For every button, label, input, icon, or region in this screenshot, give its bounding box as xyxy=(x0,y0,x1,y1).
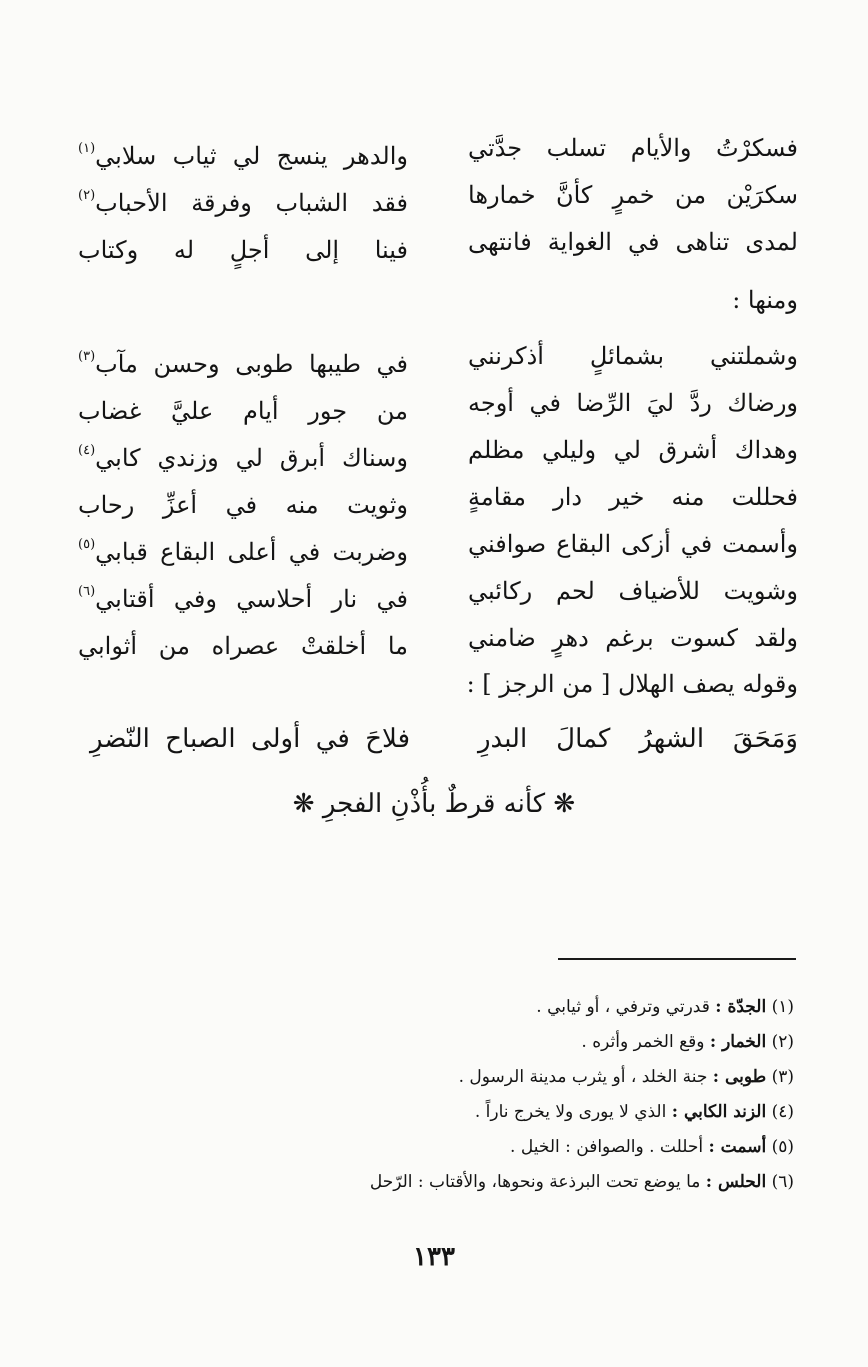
footnote-number: (١) xyxy=(771,997,794,1017)
verse-second-hemistich: في نار أحلاسي وفي أقتابي$^{(٦)}$ xyxy=(78,584,408,613)
verse-second-hemistich: فلاحَ في أولى الصباح النّضرِ xyxy=(90,724,410,754)
footnote-marker: (٢) xyxy=(78,188,96,203)
footnote-text: وقع الخمر وأثره . xyxy=(581,1032,705,1052)
footnote-term: الجدّة : xyxy=(715,997,767,1017)
footnote-number: (٣) xyxy=(771,1067,794,1087)
section-intro: وقوله يصف الهلال [ من الرجز ] : xyxy=(466,670,798,698)
footnote xyxy=(94,990,794,1025)
footnote xyxy=(94,1130,794,1165)
footnote-term: أسمت : xyxy=(708,1137,767,1157)
verse-second-hemistich: وسناك أبرق لي وزندي كابي$^{(٤)}$ xyxy=(78,443,408,472)
verse-first-hemistich: فحللت منه خير دار مقامةٍ xyxy=(468,483,798,511)
footnote-separator xyxy=(558,958,796,960)
section-intro: ومنها : xyxy=(732,286,798,314)
verse-first-hemistich: وَمَحَقَ الشهرُ كمالَ البدرِ xyxy=(478,724,798,754)
footnote xyxy=(94,1060,794,1095)
verse-line xyxy=(78,172,798,219)
stanza-1 xyxy=(78,125,798,266)
verse-second-hemistich: ما أخلقتْ عصراه من أثوابي xyxy=(78,632,408,660)
footnotes xyxy=(94,990,794,1200)
verse-second-hemistich: وضربت في أعلى البقاع قبابي$^{(٥)}$ xyxy=(78,537,408,566)
verse-line xyxy=(78,474,798,521)
footnote-number: (٦) xyxy=(771,1172,794,1192)
verse-first-hemistich: وأسمت في أزكى البقاع صوافني xyxy=(468,530,798,558)
footnote-marker: (٦) xyxy=(78,584,96,599)
verse-line xyxy=(78,427,798,474)
verse-first-hemistich: فسكرْتُ والأيام تسلب جدَّتي xyxy=(468,134,798,162)
verse-second-hemistich: فقد الشباب وفرقة الأحباب$^{(٢)}$ xyxy=(78,188,408,217)
footnote xyxy=(94,1165,794,1200)
verse-first-hemistich: سكرَيْن من خمرٍ كأنَّ خمارها xyxy=(468,181,798,209)
footnote-marker: (٣) xyxy=(78,349,96,364)
verse-first-hemistich: لمدى تناهى في الغواية فانتهى xyxy=(468,228,798,256)
verse-line xyxy=(78,125,798,172)
verse-first-hemistich: وهداك أشرق لي وليلي مظلم xyxy=(468,436,798,464)
verse-first-hemistich: وشويت للأضياف لحم ركائبي xyxy=(468,577,798,605)
verse-line xyxy=(78,219,798,266)
footnote-marker: (٤) xyxy=(78,443,96,458)
footnote-number: (٤) xyxy=(771,1102,794,1122)
footnote-text: جنة الخلد ، أو يثرب مدينة الرسول . xyxy=(458,1067,708,1087)
footnote-term: الخمار : xyxy=(709,1032,767,1052)
rajaz-verse xyxy=(78,716,798,763)
verse-line xyxy=(78,333,798,380)
verse-line xyxy=(78,380,798,427)
footnote xyxy=(94,1095,794,1130)
stanza-2 xyxy=(78,333,798,662)
footnote-term: طوبى : xyxy=(712,1067,767,1087)
verse-first-hemistich: ورضاك ردَّ ليَ الرِّضا في أوجه xyxy=(468,389,798,417)
verse-first-hemistich: وشملتني بشمائلٍ أذكرنني xyxy=(468,342,798,370)
verse-second-hemistich: في طيبها طوبى وحسن مآب$^{(٣)}$ xyxy=(78,349,408,378)
page-number: ١٣٣ xyxy=(413,1242,455,1272)
footnote-number: (٢) xyxy=(771,1032,794,1052)
verse-line xyxy=(78,521,798,568)
verse-second-hemistich: من جور أيام عليَّ غضاب xyxy=(78,397,408,425)
footnote-text: قدرتي وترفي ، أو ثيابي . xyxy=(536,997,710,1017)
footnote-marker: (١) xyxy=(78,141,96,156)
verse-line xyxy=(78,568,798,615)
verse-line xyxy=(78,615,798,662)
verse-second-hemistich: فينا إلى أجلٍ له وكتاب xyxy=(78,236,408,264)
verse-second-hemistich: والدهر ينسج لي ثياب سلابي$^{(١)}$ xyxy=(78,141,408,170)
verse-second-hemistich: وثويت منه في أعزِّ رحاب xyxy=(78,491,408,519)
footnote-number: (٥) xyxy=(771,1137,794,1157)
single-hemistich-verse: ❋ كأنه قرطٌ بأُذْنِ الفجرِ ❋ xyxy=(292,789,576,819)
footnote-text: أحللت . والصوافن : الخيل . xyxy=(510,1137,704,1157)
footnote-text: الذي لا يورى ولا يخرج ناراً . xyxy=(474,1102,667,1122)
footnote xyxy=(94,1025,794,1060)
footnote-term: الزند الكابي : xyxy=(671,1102,767,1122)
footnote-text: ما يوضع تحت البرذعة ونحوها، والأقتاب : الرّحل xyxy=(369,1172,701,1192)
footnote-marker: (٥) xyxy=(78,537,96,552)
verse-first-hemistich: ولقد كسوت برغم دهرٍ ضامني xyxy=(468,624,798,652)
footnote-term: الحلس : xyxy=(705,1172,767,1192)
